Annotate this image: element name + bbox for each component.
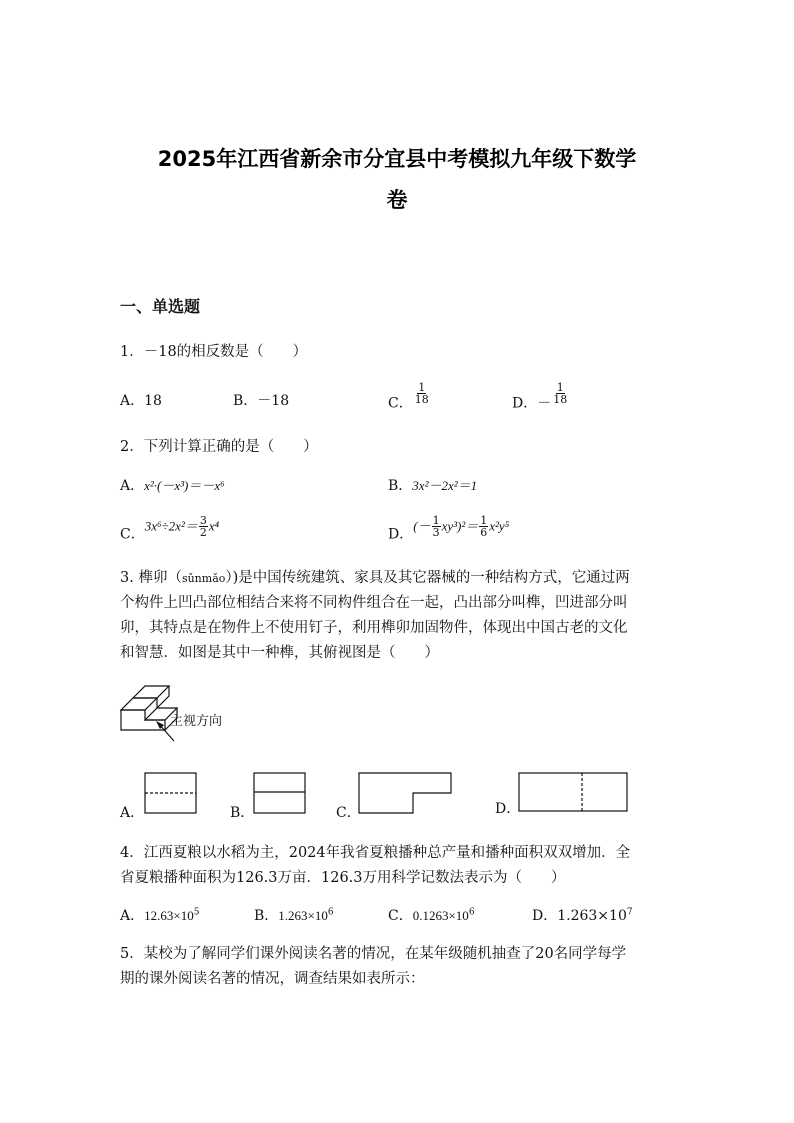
question-1-option-c: C． $\frac{1}{18}$: [388, 381, 429, 412]
question-3-option-b-figure: [253, 772, 307, 816]
question-3-stem: 3. 榫卯（sǔnmǎo）)是中国传统建筑、家具及其它器械的一种结构方式，它通过两 个构件上凹凸部位相结合来将不同构件组合在一起，凸出部分叫榫，凹进部分叫 卯，其特点是在物件上不使用钉子，利用榫卯加固物件，体现出中国古老的文化 和智慧．如图是其中一种榫，其俯视图是（ ）: [120, 570, 630, 661]
question-4-option-d: D．$1.263\times 10^7$: [532, 907, 633, 924]
section-heading: 一、单选题: [120, 297, 201, 316]
question-3-option-b-label: B．: [230, 805, 255, 821]
question-2-option-b: B．3x²－2x²＝1: [388, 478, 478, 494]
question-2-stem: 2．下列计算正确的是（ ）: [120, 439, 318, 455]
question-4-option-a: A．$12.63\times 10^5$: [120, 907, 200, 924]
question-5-stem: 5．某校为了解同学们课外阅读名著的情况，在某年级随机抽查了20名同学每学 期的课外阅读名著的情况，调查结果如表所示：: [120, 946, 627, 987]
question-1-option-a: A．18: [120, 393, 162, 409]
question-3-option-d-figure: [518, 772, 630, 814]
question-4-stem: 4．江西夏粮以水稻为主，2024年我省夏粮播种总产量和播种面积双双增加．全 省夏粮播种面积为126.3万亩．126.3万用科学记数法表示为（ ）: [120, 845, 631, 886]
question-4-option-b: B．$1.263\times 10^6$: [254, 907, 334, 924]
question-1-option-d: D．－ $\frac{1}{18}$: [512, 381, 568, 412]
question-3-option-d-label: D．: [495, 801, 521, 817]
view-direction-label: 主视方向: [170, 714, 223, 729]
question-1-stem: 1．－18的相反数是（ ）: [120, 344, 308, 360]
question-3-option-c-figure: [358, 772, 454, 816]
question-1-option-b: B．－18: [233, 393, 290, 409]
question-4-option-c: C．$0.1263\times 10^6$: [388, 907, 475, 924]
question-2-option-a: A．x²·(－x³)＝－x⁶: [120, 478, 225, 494]
page-title: 2025年江西省新余市分宜县中考模拟九年级下数学: [157, 147, 637, 171]
question-3-option-a-figure: [144, 772, 198, 816]
question-2-option-c: C．3x⁶÷2x²＝ $\frac{3}{2}$ x⁴: [120, 514, 220, 543]
question-3-option-a-label: A．: [120, 805, 145, 821]
question-2-option-d: D．(－ $\frac{1}{3}$ xy³)²＝ $\frac{1}{6}$ x²y⁵: [388, 514, 510, 543]
question-3-option-c-label: C．: [336, 805, 361, 821]
page-title-continued: 卷: [386, 188, 408, 212]
